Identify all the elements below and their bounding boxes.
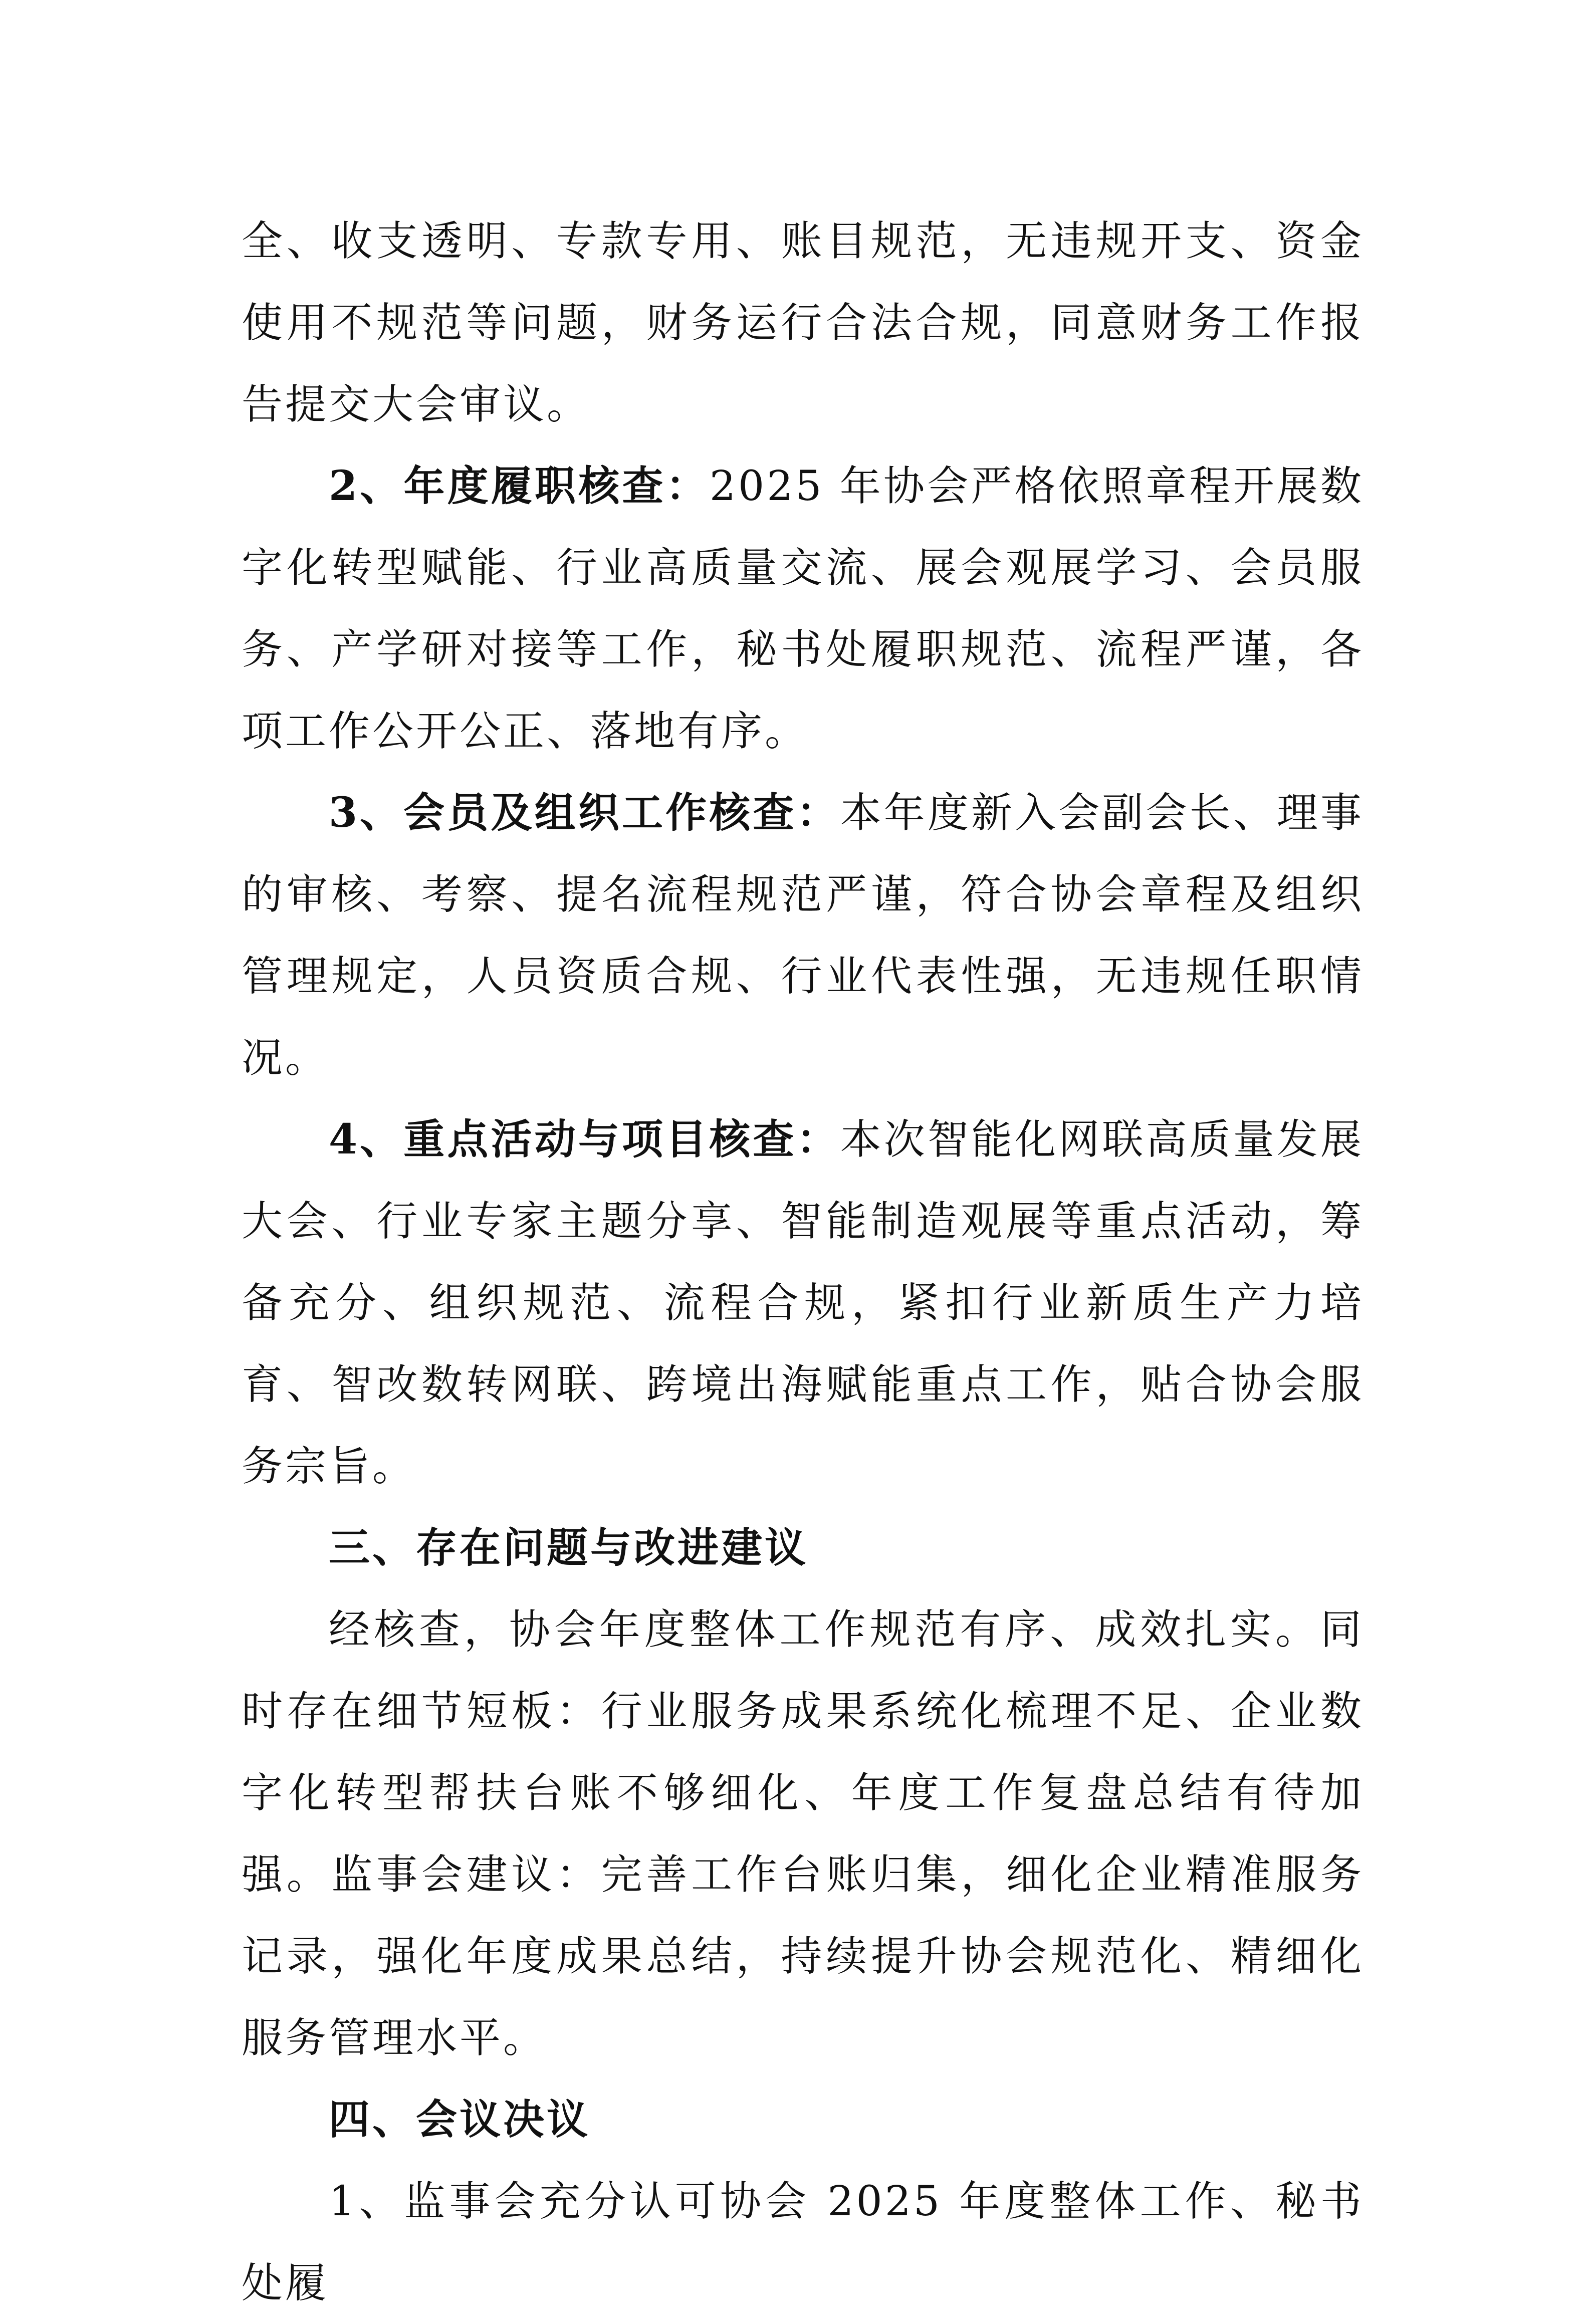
- paragraph-continuation: [242, 200, 1364, 445]
- paragraph-member-org-check: [242, 772, 1364, 1099]
- section-heading-issues: 三、存在问题与改进建议: [329, 1524, 809, 1572]
- paragraph-lead: 2、年度履职核查：: [329, 462, 710, 510]
- paragraph-resolution-1: 1、监事会充分认可协会 2025 年度整体工作、秘书处履: [242, 2178, 1364, 2307]
- paragraph-annual-duty-check: [242, 445, 1364, 772]
- paragraph-text: 本次智能化网联高质量发展大会、行业专家主题分享、智能制造观展等重点活动，筹备充分、组织规范、流程合规，紧扣行业新质生产力培育、智改数转网联、跨境出海赋能重点工作，贴合协会服务宗旨。: [242, 1116, 1364, 1490]
- section-heading-resolutions: 四、会议决议: [329, 2096, 591, 2144]
- document-body: [242, 200, 1364, 2324]
- paragraph-issues-body: 经核查，协会年度整体工作规范有序、成效扎实。同时存在细节短板：行业服务成果系统化梳理不足、企业数字化转型帮扶台账不够细化、年度工作复盘总结有待加强。监事会建议：完善工作台账归集，细化企业精准服务记录，强化年度成果总结，持续提升协会规范化、精细化服务管理水平。: [242, 1606, 1364, 2062]
- paragraph-text: 全、收支透明、专款专用、账目规范，无违规开支、资金使用不规范等问题，财务运行合法合规，同意财务工作报告提交大会审议。: [242, 217, 1364, 428]
- paragraph-key-activities-check: [242, 1099, 1364, 1507]
- paragraph-lead: 3、会员及组织工作核查：: [329, 789, 840, 837]
- paragraph-text: 2025 年协会严格依照章程开展数字化转型赋能、行业高质量交流、展会观展学习、会员服务、产学研对接等工作，秘书处履职规范、流程严谨，各项工作公开公正、落地有序。: [242, 462, 1365, 755]
- paragraph-text: 本年度新入会副会长、理事的审核、考察、提名流程规范严谨，符合协会章程及组织管理规定，人员资质合规、行业代表性强，无违规任职情况。: [242, 789, 1364, 1082]
- paragraph-lead: 4、重点活动与项目核查：: [329, 1115, 840, 1164]
